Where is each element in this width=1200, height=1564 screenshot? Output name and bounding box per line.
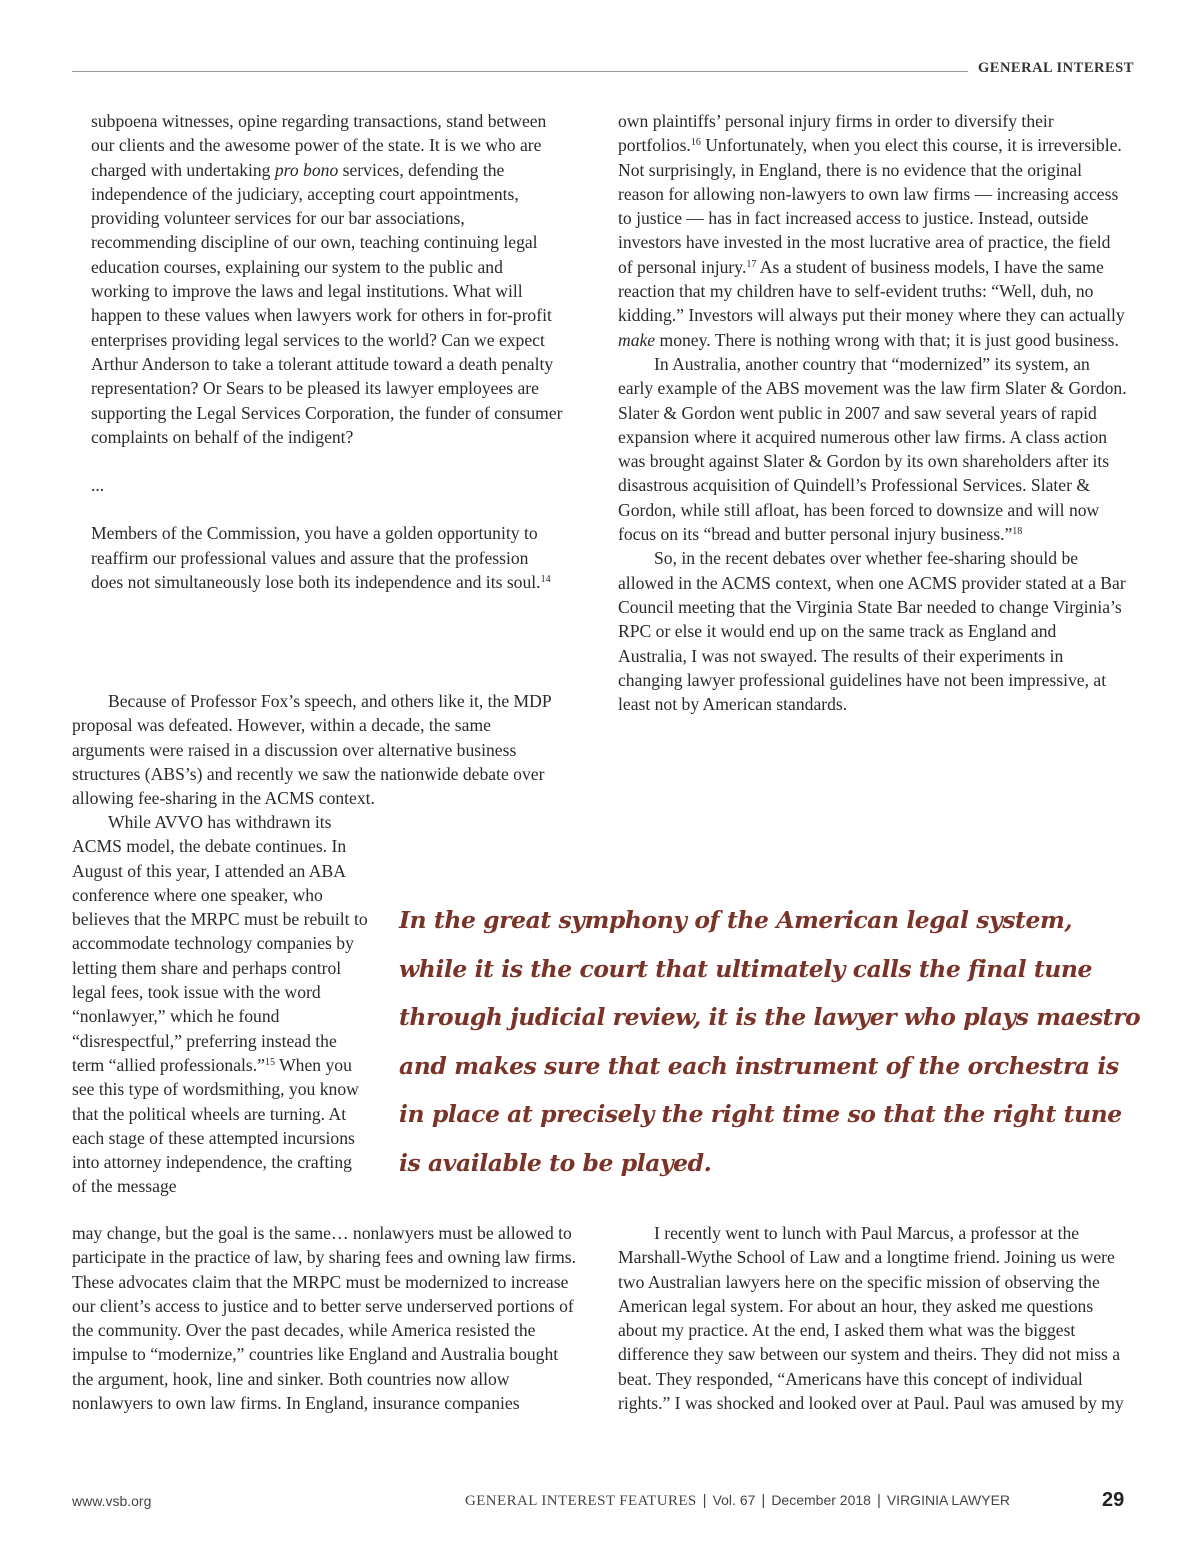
header-rule: [72, 71, 968, 72]
col2-paragraph-4: I recently went to lunch with Paul Marcus, a professor at the Marshall-Wythe School of Law and a longtime friend. Joining us were two Australian lawyers here on the specific mission of observing the American legal system. For about an hour, they asked me questions about my practice. At the end, I asked them what was the biggest difference they saw between our system and theirs. They did not miss a beat. They responded, “Americans have this concept of individual rights.” I was shocked and looked over at Paul. Paul was amused by my: [618, 1223, 1124, 1414]
footer-publication: VIRGINIA LAWYER: [886, 1492, 1011, 1508]
body-paragraph-continuation: may change, but the goal is the same… nonlawyers must be allowed to participate in the practice of law, by sharing fees and owning law firms. These advocates claim that the MRPC must be modernized to increase our client’s access to justice and to better serve underserved portions of the community. Over the past decades, while America resisted the impulse to “modernize,” countries like England and Australia bought the argument, hook, line and sinker. Both countries now allow nonlawyers to own law firms. In England, insurance companies: [72, 1223, 577, 1414]
footnote-ref-16: 16: [690, 137, 701, 149]
quote-paragraph-1: subpoena witnesses, opine regarding transactions, stand between our clients and the awesome power of the state. It is we who are charged with undertaking pro bono services, defending the independence of the judiciary, accepting court appointments, providing volunteer services for our bar associations, recommending discipline of our own, teaching continuing legal education courses, explaining our system to the public and working to improve the laws and legal institutions. What will happen to these values when lawyers work for others in for-profit enterprises providing legal services to the world? Can we expect Arthur Anderson to take a tolerant attitude toward a death penalty representation? Or Sears to be pleased its lawyer employees are supporting the Legal Services Corporation, the funder of consumer complaints on behalf of the indigent?: [91, 111, 563, 447]
quote-ellipsis: ...: [91, 475, 105, 496]
footnote-ref-15: 15: [264, 1056, 275, 1068]
footnote-ref-18: 18: [1012, 526, 1023, 538]
column-2-bottom: [618, 1221, 1128, 1415]
body-paragraph-avvo: While AVVO has withdrawn its ACMS model, the debate continues. In August of this year, I attended an ABA conference where one speaker, who believes that the MRPC must be rebuilt to accommodate technology companies by letting them share and perhaps control legal fees, took issue with the word “nonlawyer,” which he found “disrespectful,” preferring instead the term “allied professionals.”$^{15}$ When you see this type of wordsmithing, you know that the political wheels are turning. At each stage of these attempted incursions into attorney independence, the crafting of the message: [72, 812, 368, 1197]
quote-paragraph-2: Members of the Commission, you have a golden opportunity to reaffirm our professional values and assure that the profession does not simultaneously lose both its independence and its soul.$^{14}$: [91, 523, 551, 593]
footnote-ref-14: 14: [540, 574, 551, 586]
footnote-ref-17: 17: [746, 258, 757, 270]
pull-quote: In the great symphony of the American legal system, while it is the court that ultimately calls the final tune through judicial review, it is the lawyer who plays maestro and makes sure that each instrument of the orchestra is in place at precisely the right time so that the right tune is available to be played.: [399, 906, 1141, 1177]
footer-url: www.vsb.org: [72, 1493, 152, 1509]
section-label: GENERAL INTEREST: [978, 60, 1134, 76]
col2-paragraph-2: In Australia, another country that “modernized” its system, an early example of the ABS movement was the law firm Slater & Gordon. Slater & Gordon went public in 2007 and saw several years of rapid expansion where it acquired numerous other law firms. A class action was brought against Slater & Gordon by its own shareholders after its disastrous acquisition of Quindell’s Professional Services. Slater & Gordon, while still afloat, has been forced to downsize and will now focus on its “bread and butter personal injury business.”$^{18}$: [618, 353, 1127, 545]
body-paragraph-fox: Because of Professor Fox’s speech, and others like it, the MDP proposal was defeated. However, within a decade, the same arguments were raised in a discussion over alternative business structures (ABS’s) and recently we saw the nationwide debate over allowing fee-sharing in the ACMS context.: [72, 691, 552, 809]
footer-section: GENERAL INTEREST FEATURES: [465, 1493, 697, 1509]
page-number: 29: [1102, 1489, 1125, 1511]
col2-paragraph-3: So, in the recent debates over whether fee-sharing should be allowed in the ACMS context, when one ACMS provider stated at a Bar Council meeting that the Virginia State Bar needed to change Virginia’s RPC or else it would end up on the same track as England and Australia, I was not swayed. The results of their experiments in changing lawyer professional guidelines have not been impressive, at least not by American standards.: [618, 548, 1126, 715]
footer-date: December 2018: [771, 1492, 871, 1508]
col2-paragraph-1: own plaintiffs’ personal injury firms in order to diversify their portfolios.$^{16}$ Unfortunately, when you elect this course, it is irreversible. Not surprisingly, in England, there is no evidence that the original reason for allowing non-lawyers to own law firms — increasing access to justice — has in fact increased access to justice. Instead, outside investors have invested in the most lucrative area of practice, the field of personal injury.$^{17}$ As a student of business models, I have the same reaction that my children have to self-evident truths: “Well, duh, no kidding.” Investors will always put their money where they can actually make money. There is nothing wrong with that; it is just good business.: [618, 111, 1125, 350]
footer-volume: Vol. 67: [712, 1492, 756, 1508]
footer-issue-info: GENERAL INTEREST FEATURES | Vol. 67 | December 2018 | VIRGINIA LAWYER: [465, 1492, 1011, 1509]
column-2-top: [618, 109, 1128, 716]
block-quote: [91, 109, 563, 594]
